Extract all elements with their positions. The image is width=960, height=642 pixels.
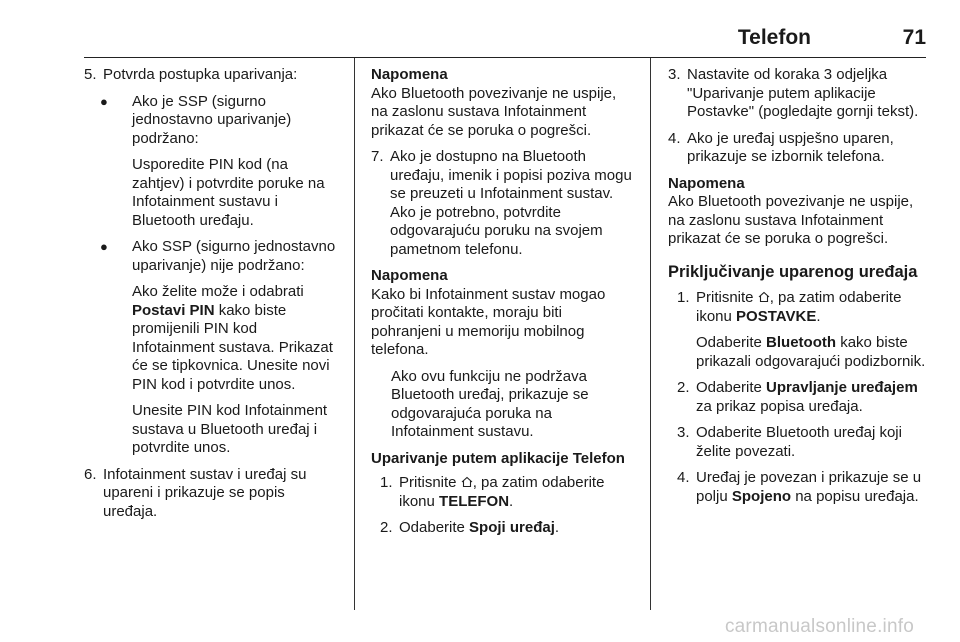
home-icon <box>461 476 473 488</box>
detail-text: Ako želite može i odabrati <box>132 283 304 300</box>
page-header <box>0 26 926 52</box>
step-text: Ako je uređaj uspješno uparen, prikazuje se izbornik telefona. <box>687 129 894 165</box>
bullet-detail: Usporedite PIN kod (na zahtjev) i potvrdite poruke na Infotainment sustavu i Bluetooth uređaju. <box>132 156 325 229</box>
punctuation: . <box>816 307 821 325</box>
note-title: Napomena <box>668 174 745 192</box>
step-text: Odaberite <box>696 379 762 396</box>
step-number: 4. <box>677 469 690 486</box>
step-4 <box>668 130 930 167</box>
step-3 <box>668 66 930 122</box>
note-text: Ako Bluetooth povezivanje ne uspije, na zaslonu sustava Infotainment prikazat će se poruka o pogrešci. <box>668 193 914 247</box>
detail-text: Odaberite <box>696 334 762 351</box>
bullet-icon: ● <box>100 93 108 109</box>
section-heading: Uparivanje putem aplikacije Telefon <box>371 449 625 467</box>
step-number: 5. <box>84 66 97 83</box>
column-divider-2 <box>650 58 651 610</box>
step-text: , pa zatim odaberite ikonu <box>399 474 605 510</box>
step-text: Pritisnite <box>696 289 754 306</box>
step-text: Ako je dostupno na Bluetooth uređaju, imenik i popisi poziva mogu se preuzeti u Infotainment sustav. Ako je potrebno, potvrdite odgovarajuću poruku na svojem pametnom telefonu. <box>390 148 632 258</box>
watermark: carmanualsonline.info <box>724 616 914 637</box>
bullet-detail <box>132 283 342 394</box>
menu-term: Upravljanje uređajem <box>766 379 918 396</box>
step-text: Odaberite Bluetooth uređaj koji želite povezati. <box>696 424 902 460</box>
step-7 <box>371 148 633 259</box>
section-heading: Priključivanje uparenog uređaja <box>668 262 918 281</box>
menu-term: Postavi PIN <box>132 301 215 319</box>
note-title: Napomena <box>371 267 448 284</box>
step-detail <box>696 334 930 371</box>
step-number: 1. <box>380 474 393 491</box>
step-2 <box>677 379 930 416</box>
column-1 <box>84 66 342 529</box>
punctuation: . <box>554 519 560 536</box>
note-detail: Ako ovu funkciju ne podržava Bluetooth uređaj, prikazuje se odgovarajuća poruka na Infotainment sustavu. <box>391 367 589 440</box>
detail-text: kako biste promijenili PIN kod Infotainment sustava. Prikazat će se tipkovnica. Unesite novi PIN kod i potvrdite unos. <box>132 301 333 393</box>
bullet-ssp-supported <box>98 93 342 149</box>
note-text: Ako Bluetooth povezivanje ne uspije, na zaslonu sustava Infotainment prikazat će se poruka o pogrešci. <box>371 84 617 139</box>
page-number: 71 <box>902 26 926 49</box>
step-text: Pritisnite <box>399 474 457 491</box>
step-number: 3. <box>677 424 690 441</box>
step-text: na popisu uređaja. <box>795 487 919 505</box>
step-1 <box>677 289 930 326</box>
step-number: 1. <box>677 289 690 306</box>
bullet-detail: Unesite PIN kod Infotainment sustava u Bluetooth uređaj i potvrdite unos. <box>132 402 328 456</box>
menu-term: Spojeno <box>731 487 792 505</box>
home-icon <box>758 291 770 303</box>
bullet-icon: ● <box>100 239 108 254</box>
header-rule <box>84 57 926 58</box>
menu-term: Spoji uređaj <box>469 519 555 536</box>
bullet-text: Ako SSP (sigurno jednostavno uparivanje) nije podržano: <box>132 238 336 274</box>
punctuation: . <box>509 492 514 510</box>
bullet-text: Ako je SSP (sigurno jednostavno uparivanje) podržano: <box>132 92 292 147</box>
step-2 <box>380 519 633 538</box>
column-3 <box>668 66 930 514</box>
step-text: Infotainment sustav i uređaj su upareni i prikazuje se popis uređaja. <box>103 465 307 520</box>
menu-term: Bluetooth <box>766 334 837 351</box>
step-5 <box>84 66 342 85</box>
step-number: 6. <box>84 465 97 483</box>
bullet-ssp-not-supported <box>98 238 342 275</box>
step-text: Odaberite <box>399 519 465 536</box>
step-text: Potvrda postupka uparivanja: <box>103 66 298 83</box>
step-text: Uređaj je povezan i prikazuje se u polju <box>696 469 922 505</box>
step-number: 3. <box>668 66 681 83</box>
step-number: 4. <box>668 129 681 147</box>
step-1 <box>380 474 633 511</box>
step-text: Nastavite od koraka 3 odjeljka "Uparivanje putem aplikacije Postavke" (pogledajte gornji tekst). <box>687 66 919 120</box>
step-number: 7. <box>371 148 384 165</box>
step-3 <box>677 424 930 461</box>
column-2 <box>371 66 633 546</box>
step-4 <box>677 469 930 506</box>
detail-text: kako biste prikazali odgovarajući podizbornik. <box>696 334 926 370</box>
menu-term: POSTAVKE <box>736 307 817 325</box>
step-text: , pa zatim odaberite ikonu <box>696 289 902 325</box>
step-text: za prikaz popisa uređaja. <box>696 397 863 415</box>
note-title: Napomena <box>371 66 448 83</box>
step-6 <box>84 466 342 522</box>
menu-term: TELEFON <box>439 492 510 510</box>
step-number: 2. <box>380 519 393 536</box>
step-number: 2. <box>677 379 690 396</box>
page-title: Telefon <box>737 26 811 49</box>
column-divider-1 <box>354 58 355 610</box>
note-text: Kako bi Infotainment sustav mogao pročitati kontakte, moraju biti pohranjeni u memoriju mobilnog telefona. <box>371 285 606 358</box>
